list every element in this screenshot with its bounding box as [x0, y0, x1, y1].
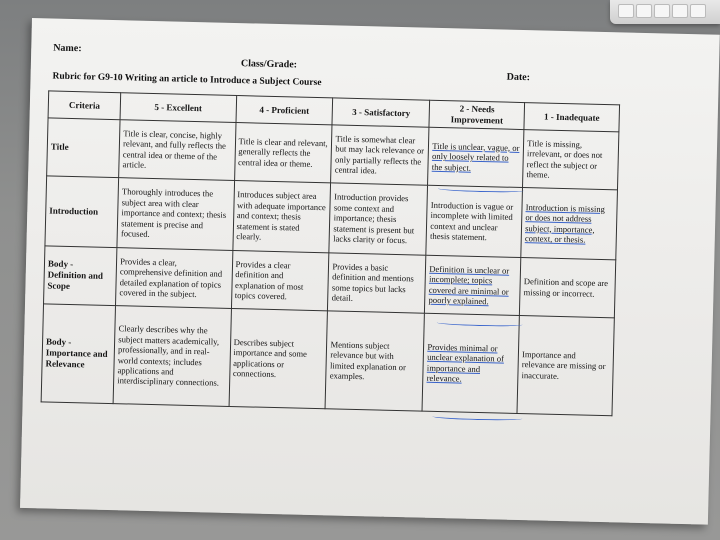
- cell-importance-3: Mentions subject relevance but with limited explanation or examples.: [325, 311, 424, 411]
- pen-mark-importance: [432, 414, 522, 421]
- criterion-title: Title: [47, 118, 121, 178]
- rubric-table: [41, 90, 620, 416]
- name-label: Name:: [53, 42, 82, 55]
- criterion-definition-scope: Body - Definition and Scope: [44, 246, 118, 306]
- cell-introduction-3: Introduction provides some context and importance; thesis statement is present but lacks clarity or focus.: [329, 183, 428, 255]
- rubric-row-importance-relevance: [41, 304, 614, 416]
- cell-title-1: Title is missing, irrelevant, or does not reflect the subject or theme.: [523, 130, 619, 190]
- col-header-satisfactory: 3 - Satisfactory: [332, 98, 430, 127]
- class-grade-label: Class/Grade:: [240, 58, 298, 71]
- date-label: Date:: [506, 71, 531, 84]
- cell-introduction-2: Introduction is vague or incomplete with limited context and unclear thesis statement.: [426, 185, 522, 257]
- cell-title-4: Title is clear and relevant, generally reflects the central idea or theme.: [234, 123, 332, 183]
- cell-definition-1: Definition and scope are missing or incorrect.: [520, 258, 616, 318]
- cell-introduction-5: Thoroughly introduces the subject area with clear importance and context; thesis statement is precise and focused.: [117, 178, 234, 251]
- col-header-proficient: 4 - Proficient: [236, 96, 334, 125]
- cell-definition-3: Provides a basic definition and mentions some topics but lacks detail.: [328, 253, 426, 313]
- criterion-introduction: Introduction: [45, 176, 119, 248]
- cell-definition-4: Provides a clear definition and explanation of most topics covered.: [231, 250, 329, 310]
- cell-title-2: Title is unclear, vague, or only loosely related to the subject.: [428, 127, 524, 187]
- rubric-title: Rubric for G9-10 Writing an article to Introduce a Subject Course: [52, 71, 322, 89]
- col-header-excellent: 5 - Excellent: [120, 93, 236, 123]
- cell-importance-4: Describes subject importance and some applications or connections.: [229, 308, 328, 408]
- cell-importance-1: Importance and relevance are missing or inaccurate.: [517, 315, 614, 415]
- cell-introduction-1: Introduction is missing or does not address subject, importance, context, or thesis.: [521, 188, 618, 260]
- cell-title-3: Title is somewhat clear but may lack relevance or only partially reflects the central idea.: [331, 125, 429, 185]
- rubric-paper: [20, 18, 720, 525]
- cell-definition-2: Definition is unclear or incomplete; topics covered are minimal or poorly explained.: [425, 255, 521, 315]
- cell-importance-2: Provides minimal or unclear explanation of importance and relevance.: [422, 313, 519, 413]
- cell-title-5: Title is clear, concise, highly relevant, and fully reflects the central idea or theme of the article.: [119, 120, 236, 181]
- criterion-importance-relevance: Body - Importance and Relevance: [41, 304, 116, 404]
- col-header-criteria: Criteria: [48, 91, 121, 120]
- cell-definition-5: Provides a clear, comprehensive definition and detailed explanation of topics covered in the subject.: [116, 248, 233, 309]
- cell-introduction-4: Introduces subject area with adequate importance and context; thesis statement is stated clearly.: [232, 180, 331, 252]
- cell-importance-5: Clearly describes why the subject matters academically, professionally, and in real-world contexts; includes applications and interdisciplinary connections.: [113, 306, 231, 407]
- col-header-needs-improvement: 2 - Needs Improvement: [429, 100, 524, 129]
- keyboard-edge: [610, 0, 720, 24]
- col-header-inadequate: 1 - Inadequate: [524, 103, 620, 132]
